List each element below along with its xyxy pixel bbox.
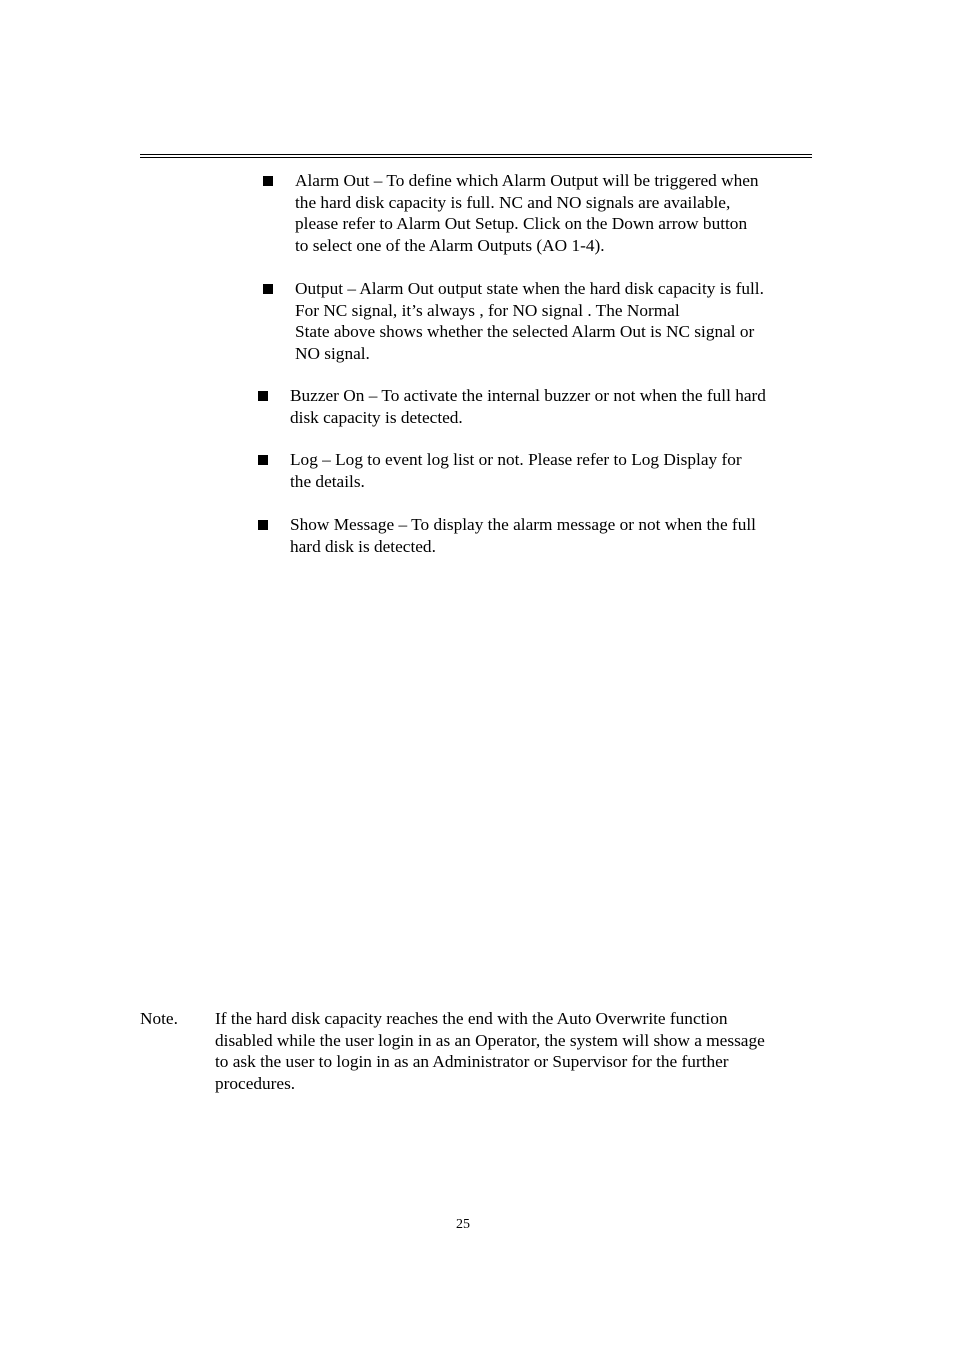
bullet-text: Log – Log to event log list or not. Please refer to Log Display for the details.	[290, 450, 742, 491]
note-text: If the hard disk capacity reaches the end with the Auto Overwrite function disabled while the user login in as an Operator, the system will show a message to ask the user to login in as an Administrator or Supervisor for the further procedures.	[215, 1009, 765, 1093]
square-bullet-icon	[258, 520, 268, 530]
square-bullet-icon	[258, 455, 268, 465]
square-bullet-icon	[258, 391, 268, 401]
page-number: 25	[456, 1217, 470, 1232]
note-label: Note.	[140, 1009, 178, 1028]
bullet-text: Output – Alarm Out output state when the hard disk capacity is full. For NC signal, it’s always , for NO signal . The Normal State above shows whether the selected Alarm Out is NC signal or NO signal.	[295, 279, 764, 363]
bullet-text: Show Message – To display the alarm message or not when the full hard disk is detected.	[290, 515, 756, 556]
square-bullet-icon	[263, 284, 273, 294]
header-rule-bottom	[140, 157, 812, 158]
header-rule-top	[140, 154, 812, 155]
square-bullet-icon	[263, 176, 273, 186]
bullet-text: Buzzer On – To activate the internal buzzer or not when the full hard disk capacity is detected.	[290, 386, 766, 427]
bullet-text: Alarm Out – To define which Alarm Output will be triggered when the hard disk capacity is full. NC and NO signals are available, please refer to Alarm Out Setup. Click on the Down arrow button to select one of the Alarm Outputs (AO 1-4).	[295, 171, 759, 255]
